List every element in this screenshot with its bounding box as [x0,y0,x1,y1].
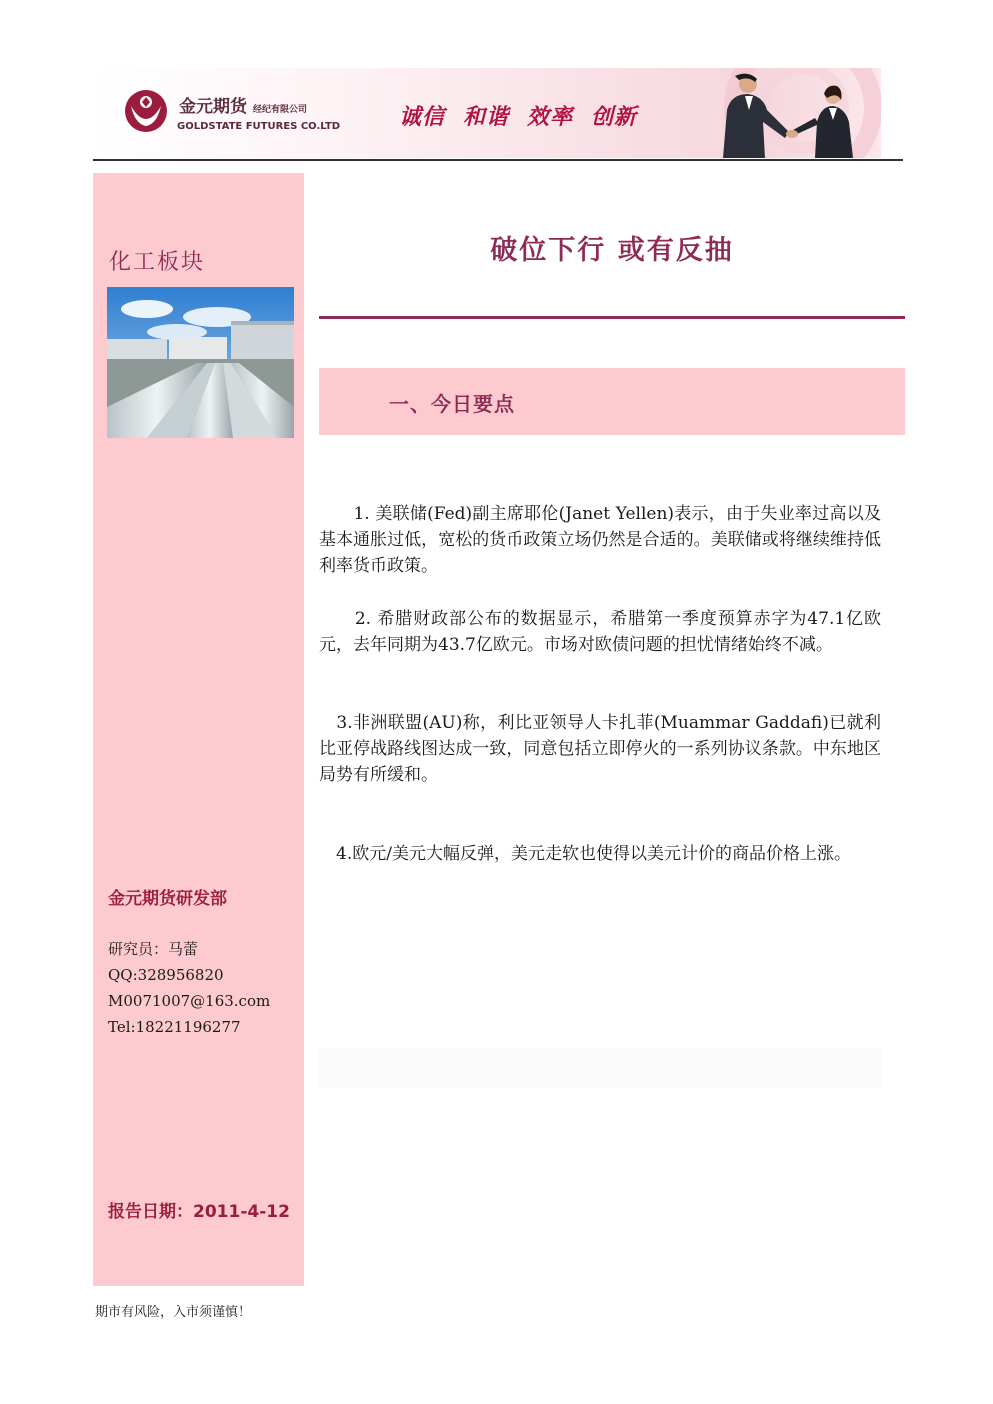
handshake-businesspeople-image [693,70,881,158]
slogan [399,100,637,131]
title-divider [319,316,905,319]
sector-label: 化工板块 [109,250,206,275]
slogan-word: 和谐 [463,105,510,130]
sidebar [93,173,304,1286]
slogan-word: 效率 [527,105,574,130]
section-header [319,368,905,435]
header-divider [93,159,903,161]
contact-info [108,936,270,1040]
key-point: 4.欧元/美元大幅反弹，美元走软也使得以美元计价的商品价格上涨。 [319,844,851,864]
header-banner [93,68,881,158]
report-date: 报告日期：2011-4-12 [108,1202,290,1222]
key-point: 2. 希腊财政部公布的数据显示，希腊第一季度预算赤字为47.1亿欧元，去年同期为43.7亿欧元。市场对欧债问题的担忧情绪始终不减。 [319,609,881,655]
key-point: 3.非洲联盟(AU)称，利比亚领导人卡扎菲(Muammar Gaddafi)已就利比亚停战路线图达成一致，同意包括立即停火的一系列协议条款。中东地区局势有所缓和。 [319,713,881,785]
oil-pipeline-photo [107,287,294,438]
company-name-en: GOLDSTATE FUTURES CO.LTD [177,121,341,132]
email-address: M0071007@163.com [108,992,271,1010]
qq-number: QQ:328956820 [108,966,224,984]
phone-number: Tel:18221196277 [108,1018,241,1036]
company-name-cn-main: 金元期货 [179,97,247,117]
researcher-name: 研究员：马蕾 [108,940,199,958]
company-logo-icon [123,88,169,134]
risk-disclaimer: 期市有风险，入市须谨慎！ [95,1305,252,1320]
department-name: 金元期货研发部 [108,889,227,909]
slogan-word: 诚信 [399,105,446,130]
slogan-word: 创新 [591,105,638,130]
company-name-cn [179,92,307,117]
section-title: 一、今日要点 [389,392,515,416]
company-name-cn-sub: 经纪有限公司 [253,105,308,115]
key-point: 1. 美联储(Fed)副主席耶伦(Janet Yellen)表示，由于失业率过高以及基本通胀过低，宽松的货币政策立场仍然是合适的。美联储或将继续维持低利率货币政策。 [319,504,881,576]
report-title: 破位下行 或有反抽 [490,235,734,266]
empty-block [319,1048,881,1088]
